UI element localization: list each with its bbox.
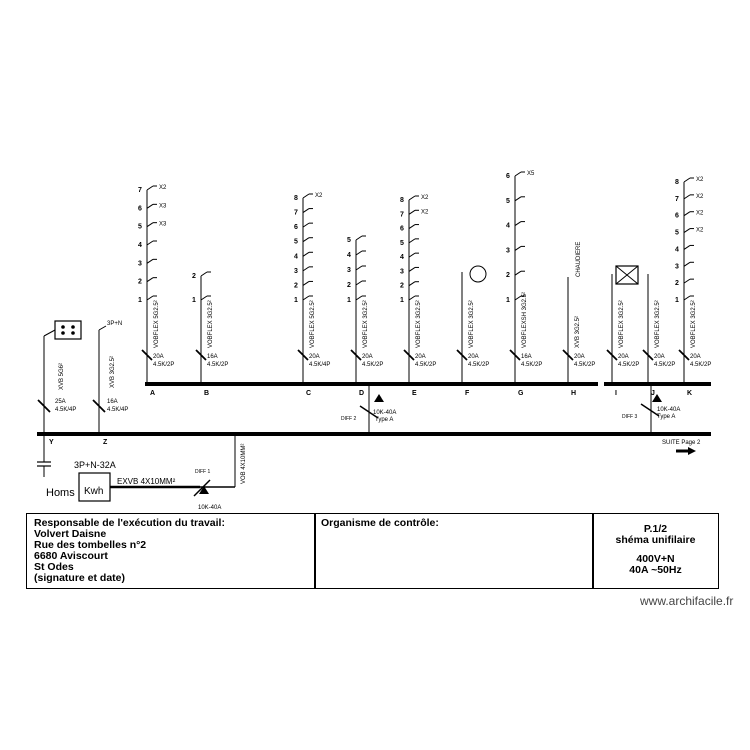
circuit-G-rating: 16A [521,354,532,360]
circuit-J-rating: 20A [654,354,665,360]
circuit-C-output-number: 8 [294,195,298,202]
circuit-I-spec: 4.5K/2P [618,362,640,368]
circuit-H-rating: 20A [574,354,585,360]
circuit-F-motor-icon [470,266,486,282]
circuit-D-output-switch-icon [356,236,362,240]
circuit-C-rating: 20A [309,354,320,360]
circuit-G-output-switch-icon [515,246,521,250]
circuit-K-output-number: 4 [675,246,679,254]
circuit-K-output-number: 2 [675,280,679,288]
title-block-line: St Odes [34,561,74,573]
circuit-B-output-number: 1 [192,297,196,304]
circuit-H-cable: XVB 3G2.5² [575,315,581,348]
title-block-line: (signature et date) [34,572,126,584]
circuit-B-cable: VOBFLEX 3G2.5² [208,300,214,348]
circuit-G-spec: 4.5K/2P [521,362,543,368]
circuit-D-output-number: 1 [347,297,351,304]
circuit-C-output-number: 7 [294,209,298,217]
circuit-E-output-number: 2 [400,282,404,290]
circuit-E-output-switch-icon [409,196,415,200]
diff-2-group [341,386,396,433]
bus-label-H: H [571,390,577,397]
circuit-G-output-switch-icon [515,271,521,275]
circuit-A-spec: 4.5K/2P [153,362,175,368]
circuit-K-output-switch-icon [684,296,690,300]
circuit-G-output-number: 3 [506,247,510,255]
circuit-D-spec: 4.5K/2P [362,362,384,368]
diff-1-rating: 10K-40A [198,505,222,511]
circuit-K-rating: 20A [690,354,701,360]
circuit-E-output-switch-icon [409,225,415,229]
circuit-I-cable: VOBFLEX 3G2.5² [619,300,625,348]
circuit-G-output-number: 2 [506,272,510,280]
circuit-A-output-switch-icon [147,278,153,282]
circuit-E-output-switch-icon [409,210,415,214]
circuit-E-output-number: 1 [400,297,404,304]
circuit-A-output-number: 1 [138,297,142,304]
circuit-D-output-switch-icon [356,296,362,300]
diff-2-type: Type A [375,417,394,423]
circuit-A-output-number: 2 [138,278,142,286]
meter-label: Kwh [84,486,104,497]
circuit-D-output-number: 4 [347,252,351,259]
circuit-K-output-note: X2 [696,227,704,234]
circuit-G-output-switch-icon [515,296,521,300]
diff-3-type: Type A [657,414,676,420]
circuit-B-output-switch-icon [201,296,207,300]
circuit-A-output-note: X2 [159,185,167,191]
diff-2-rating: 10K-40A [373,410,397,416]
circuit-C-output-number: 2 [294,282,298,290]
circuit-C-output-switch-icon [303,209,309,213]
circuit-A-output-number: 3 [138,260,142,268]
drawing-title: shéma unifilaire [615,534,696,546]
circuit-A-output-switch-icon [147,259,153,263]
circuit-A-output-number: 4 [138,242,142,249]
circuit-G-cable: VOBFLEXSH 3G2.5² [522,291,528,348]
circuit-A-output-switch-icon [147,204,153,208]
circuit-Z-cable: XVB 3G2.5² [110,355,116,388]
circuit-Y-spec: 4.5K/4P [55,407,77,413]
circuit-E-cable: VOBFLEX 3G2.5² [416,300,422,348]
circuit-K-output-switch-icon [684,212,690,216]
circuit-K-output-switch-icon [684,279,690,283]
circuit-E-output-note: X2 [421,209,429,216]
circuit-G-output-number: 1 [506,297,510,304]
circuit-C-output-number: 4 [294,253,298,261]
bus-label-B: B [204,390,210,397]
circuits [138,171,711,397]
circuit-D-output-switch-icon [356,251,362,255]
circuit-B-output-number: 2 [192,273,196,280]
title-block-middle [314,513,594,589]
circuit-A-output-number: 6 [138,205,142,213]
circuit-K-output-number: 3 [675,263,679,271]
circuit-E-output-note: X2 [421,195,429,201]
circuit-Z [93,321,128,446]
circuit-A-output-switch-icon [147,296,153,300]
circuit-K-output-switch-icon [684,178,690,182]
bus-label-K: K [687,390,693,397]
circuit-D-output-number: 5 [347,237,351,244]
control-organism-label: Organisme de contrôle: [321,517,439,529]
circuit-C-output-switch-icon [303,238,309,242]
circuit-E-output-number: 3 [400,268,404,276]
circuit-B-rating: 16A [207,354,218,360]
supply-group [46,436,247,511]
circuit-K-output-note: X2 [696,193,704,200]
circuit-G-output-switch-icon [515,172,521,176]
watermark-text: www.archifacile.fr [640,594,734,608]
circuit-E-output-number: 8 [400,197,404,204]
circuit-A-output-number: 7 [138,187,142,194]
circuit-C-output-number: 5 [294,238,298,246]
bus-label-D: D [359,390,365,397]
circuit-A-output-note: X3 [159,221,167,228]
circuit-E-output-switch-icon [409,267,415,271]
circuit-E-spec: 4.5K/2P [415,362,437,368]
lower-bus-label-Z: Z [103,439,108,446]
circuit-A-rating: 20A [153,354,164,360]
circuit-J-spec: 4.5K/2P [654,362,676,368]
circuit-Y-cable: XVB 5G6² [59,362,65,390]
circuit-C-output-switch-icon [303,252,309,256]
suite-arrow-icon [676,447,696,455]
feeder-label: EXVB 4X10MM² [117,477,176,486]
circuit-G-output-switch-icon [515,197,521,201]
feeder-vertical-label: VOB 4X10MM² [241,443,247,484]
circuit-E-output-number: 7 [400,211,404,219]
circuit-A-output-switch-icon [147,223,153,227]
circuit-H-label: CHAUDIERE [576,241,582,277]
homs-label: Homs [46,487,75,499]
diff-2-name: DIFF 2 [341,416,357,422]
circuit-F-spec: 4.5K/2P [468,362,490,368]
circuit-E-output-number: 4 [400,254,404,262]
circuit-B-spec: 4.5K/2P [207,362,229,368]
circuit-C-output-switch-icon [303,296,309,300]
title-block-left [26,513,316,589]
circuit-Z-rating: 16A [107,399,118,405]
diff-3-rating: 10K-40A [657,407,681,413]
title-block-line: Responsable de l'exécution du travail: [34,517,225,529]
bus-label-A: A [150,390,156,397]
circuit-C-output-note: X2 [315,193,323,199]
circuit-J-cable: VOBFLEX 3G2.5² [655,300,661,348]
circuit-D-output-number: 3 [347,267,351,274]
bus-label-I: I [615,390,617,397]
diff-3-name: DIFF 3 [622,414,638,420]
circuit-I-rating: 20A [618,354,629,360]
circuit-C-output-number: 6 [294,224,298,232]
circuit-K-cable: VOBFLEX 3G2.5² [691,300,697,348]
circuit-B-output-switch-icon [201,272,207,276]
circuit-Z-spec: 4.5K/4P [107,407,129,413]
circuit-D-rating: 20A [362,354,373,360]
circuit-Y-rating: 25A [55,399,66,405]
circuit-C-spec: 4.5K/4P [309,362,331,368]
circuit-A-output-note: X3 [159,203,167,210]
circuit-K-output-switch-icon [684,229,690,233]
circuit-D-cable: VOBFLEX 3G2.5² [363,300,369,348]
title-block-line: Volvert Daisne [34,528,107,540]
circuit-E-output-number: 5 [400,239,404,247]
diff-1-name: DIFF 1 [195,469,211,475]
circuit-D-output-switch-icon [356,266,362,270]
circuit-C-output-switch-icon [303,223,309,227]
bus-label-J: J [651,390,655,397]
bus-label-F: F [465,390,470,397]
circuit-Y [38,321,81,446]
circuit-G-output-number: 4 [506,222,510,230]
circuit-C-cable: VOBFLEX 5G2.5² [310,300,316,348]
circuit-K-spec: 4.5K/2P [690,362,712,368]
circuit-C-output-switch-icon [303,267,309,271]
circuit-H-spec: 4.5K/2P [574,362,596,368]
circuit-F-rating: 20A [468,354,479,360]
circuit-K-output-switch-icon [684,245,690,249]
voltage: 400V+N [636,553,675,565]
circuit-K-output-switch-icon [684,195,690,199]
circuit-C-output-switch-icon [303,194,309,198]
circuit-K-output-number: 7 [675,195,679,203]
circuit-K-output-number: 8 [675,179,679,186]
circuit-A-output-switch-icon [147,186,153,190]
circuit-E-output-switch-icon [409,282,415,286]
title-block-line: 6680 Aviscourt [34,550,108,562]
supply-rating: 40A ~50Hz [629,564,682,576]
circuit-K-output-switch-icon [684,262,690,266]
circuit-K-output-number: 1 [675,297,679,304]
bus-label-C: C [306,390,312,397]
circuit-G-output-number: 5 [506,197,510,205]
circuit-A-cable: VOBFLEX 5G2.5² [154,300,160,348]
circuit-E-rating: 20A [415,354,426,360]
title-block-line: Rue des tombelles n°2 [34,539,147,551]
circuit-C-output-number: 1 [294,297,298,304]
circuit-E-output-switch-icon [409,239,415,243]
circuit-G-output-note: X5 [527,171,535,177]
circuit-C-output-switch-icon [303,281,309,285]
circuit-G-output-switch-icon [515,222,521,226]
suite-label: SUITE Page 2 [662,440,701,446]
bus-label-E: E [412,390,417,397]
page-number: P.1/2 [643,523,668,535]
circuit-E-output-switch-icon [409,296,415,300]
title-block-right [592,513,719,589]
circuit-F-cable: VOBFLEX 3G2.5² [469,300,475,348]
circuit-D-output-number: 2 [347,282,351,289]
circuit-K-output-number: 6 [675,212,679,220]
circuit-K-output-note: X2 [696,177,704,183]
circuit-A-output-switch-icon [147,241,153,245]
lower-bus-label-Y: Y [49,439,54,446]
circuit-C-output-number: 3 [294,267,298,275]
circuit-D-output-switch-icon [356,281,362,285]
circuit-E-output-switch-icon [409,253,415,257]
bus-label-G: G [518,390,524,397]
meter-spec: 3P+N-32A [74,460,116,470]
circuit-K-output-number: 5 [675,229,679,237]
circuit-Z-label: 3P+N [107,321,123,327]
circuit-A-output-number: 5 [138,223,142,231]
circuit-E-output-number: 6 [400,225,404,233]
circuit-K-output-note: X2 [696,210,704,217]
circuit-G-output-number: 6 [506,173,510,180]
